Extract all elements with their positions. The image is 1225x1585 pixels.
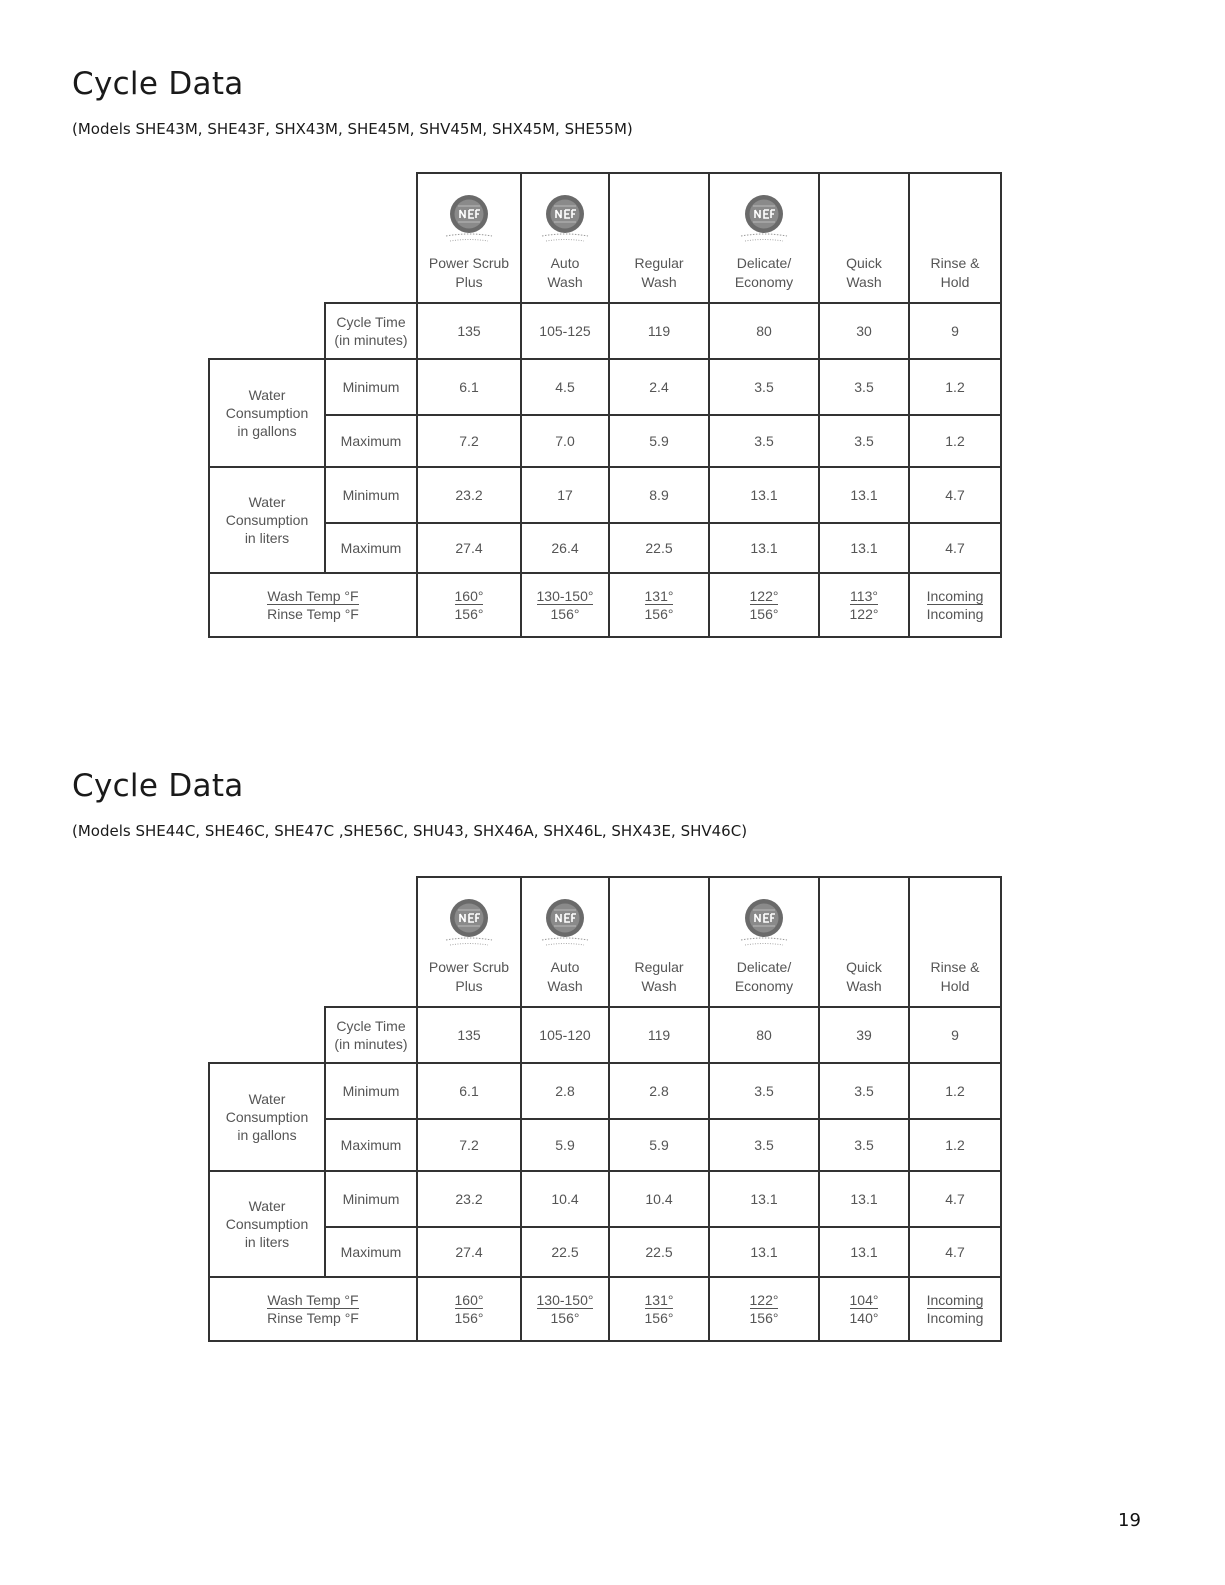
nsf-logo-icon: [733, 896, 795, 954]
header-row: [209, 173, 1001, 303]
gallons-min-cell: 2.8: [521, 1063, 609, 1119]
gallons-min-row: [209, 359, 1001, 415]
column-header: [819, 173, 909, 303]
maximum-label: Maximum: [325, 1227, 417, 1277]
wash-temp-value: 113°: [850, 588, 878, 604]
liters-max-cell: 4.7: [909, 523, 1001, 573]
liters-min-cell: 10.4: [609, 1171, 709, 1227]
column-header-line1: Power Scrub: [428, 959, 510, 975]
cycle-time-cell: 9: [909, 1007, 1001, 1063]
temp-cell: [909, 1277, 1001, 1341]
temp-cell: [709, 573, 819, 637]
column-header-line1: Auto: [550, 255, 580, 271]
cycle-time-cell: 80: [709, 303, 819, 359]
temperature-row: [209, 573, 1001, 637]
section-title: Cycle Data: [72, 768, 244, 804]
gallons-max-cell: 3.5: [819, 1119, 909, 1171]
wash-temp-value: 122°: [749, 1292, 779, 1308]
cycle-time-row: [209, 303, 1001, 359]
rinse-temp-value: Incoming: [926, 606, 984, 622]
wash-temp-label: Wash Temp °F: [267, 588, 359, 604]
liters-max-cell: 13.1: [819, 523, 909, 573]
liters-min-cell: 10.4: [521, 1171, 609, 1227]
column-header: [521, 877, 609, 1007]
nsf-logo-icon: [438, 896, 500, 954]
column-header-line2: Hold: [940, 978, 970, 994]
column-header: [609, 173, 709, 303]
rinse-temp-label: Rinse Temp °F: [267, 1310, 359, 1326]
liters-max-cell: 4.7: [909, 1227, 1001, 1277]
gallons-max-cell: 1.2: [909, 1119, 1001, 1171]
liters-min-cell: 13.1: [709, 1171, 819, 1227]
rinse-temp-value: 156°: [454, 606, 484, 622]
column-header-line2: Wash: [547, 978, 583, 994]
temp-cell: [417, 1277, 521, 1341]
wash-temp-label: Wash Temp °F: [267, 1292, 359, 1308]
nsf-logo-icon: [438, 192, 500, 250]
wash-temp-value: 131°: [644, 1292, 674, 1308]
rinse-temp-value: 156°: [749, 606, 779, 622]
gallons-min-cell: 4.5: [521, 359, 609, 415]
column-header-line2: Hold: [940, 274, 970, 290]
column-header-line1: Regular: [634, 959, 684, 975]
rinse-temp-value: 140°: [849, 1310, 879, 1326]
gallons-min-cell: 1.2: [909, 359, 1001, 415]
header-row: [209, 877, 1001, 1007]
liters-min-cell: 13.1: [819, 467, 909, 523]
wash-temp-value: 130-150°: [536, 588, 594, 604]
liters-min-row: [209, 467, 1001, 523]
gallons-max-cell: 1.2: [909, 415, 1001, 467]
minimum-label: Minimum: [325, 1171, 417, 1227]
page-number: 19: [1118, 1510, 1141, 1531]
gallons-max-cell: 7.2: [417, 415, 521, 467]
temp-cell: [819, 573, 909, 637]
cycle-time-cell: 135: [417, 303, 521, 359]
liters-max-row: [209, 1227, 1001, 1277]
liters-min-cell: 4.7: [909, 467, 1001, 523]
rinse-temp-label: Rinse Temp °F: [267, 606, 359, 622]
wash-temp-value: 131°: [644, 588, 674, 604]
cycle-time-row: [209, 1007, 1001, 1063]
rinse-temp-value: 156°: [550, 606, 580, 622]
column-header-line1: Regular: [634, 255, 684, 271]
cycle-time-cell: 39: [819, 1007, 909, 1063]
gallons-min-cell: 2.4: [609, 359, 709, 415]
cycle-time-cell: 119: [609, 1007, 709, 1063]
rinse-temp-value: 156°: [550, 1310, 580, 1326]
temp-cell: [609, 573, 709, 637]
liters-max-cell: 22.5: [609, 523, 709, 573]
liters-min-cell: 13.1: [709, 467, 819, 523]
maximum-label: Maximum: [325, 415, 417, 467]
liters-max-cell: 13.1: [709, 523, 819, 573]
temp-cell: [417, 573, 521, 637]
temp-cell: [609, 1277, 709, 1341]
minimum-label: Minimum: [325, 1063, 417, 1119]
liters-max-cell: 13.1: [819, 1227, 909, 1277]
gallons-max-cell: 3.5: [819, 415, 909, 467]
column-header: [417, 173, 521, 303]
models-subtitle: (Models SHE44C, SHE46C, SHE47C ,SHE56C, SHU43, SHX46A, SHX46L, SHX43E, SHV46C): [72, 822, 748, 840]
column-header: [709, 877, 819, 1007]
temp-cell: [819, 1277, 909, 1341]
rinse-temp-value: Incoming: [926, 1310, 984, 1326]
wash-temp-value: 104°: [849, 1292, 879, 1308]
temp-cell: [521, 1277, 609, 1341]
wash-temp-value: Incoming: [926, 1292, 984, 1308]
gallons-min-cell: 3.5: [819, 1063, 909, 1119]
gallons-max-cell: 5.9: [521, 1119, 609, 1171]
column-header-line1: Quick: [846, 959, 882, 975]
liters-max-cell: 27.4: [417, 1227, 521, 1277]
wash-temp-value: 122°: [749, 588, 779, 604]
liters-min-cell: 23.2: [417, 1171, 521, 1227]
column-header: [909, 877, 1001, 1007]
gallons-max-cell: 3.5: [709, 1119, 819, 1171]
liters-min-cell: 23.2: [417, 467, 521, 523]
column-header-line1: Quick: [846, 255, 882, 271]
nsf-logo-icon: [733, 192, 795, 250]
minimum-label: Minimum: [325, 359, 417, 415]
gallons-min-row: [209, 1063, 1001, 1119]
column-header-line1: Delicate/: [736, 959, 792, 975]
gallons-min-cell: 3.5: [709, 359, 819, 415]
temperature-label: [209, 1277, 417, 1341]
column-header: [417, 877, 521, 1007]
cycle-time-cell: 30: [819, 303, 909, 359]
liters-group-label: Water Consumption in liters: [209, 1171, 325, 1277]
liters-min-cell: 4.7: [909, 1171, 1001, 1227]
maximum-label: Maximum: [325, 1119, 417, 1171]
cycle-time-label: Cycle Time (in minutes): [325, 303, 417, 359]
column-header-line2: Wash: [846, 978, 882, 994]
column-header: [521, 173, 609, 303]
gallons-max-cell: 5.9: [609, 415, 709, 467]
column-header-line2: Wash: [846, 274, 882, 290]
gallons-min-cell: 3.5: [709, 1063, 819, 1119]
gallons-min-cell: 3.5: [819, 359, 909, 415]
wash-temp-value: 130-150°: [536, 1292, 594, 1308]
liters-max-cell: 22.5: [521, 1227, 609, 1277]
gallons-group-label: Water Consumption in gallons: [209, 1063, 325, 1171]
cycle-data-table: [208, 876, 1002, 1342]
column-header: [819, 877, 909, 1007]
column-header-line2: Wash: [547, 274, 583, 290]
gallons-max-row: [209, 415, 1001, 467]
gallons-group-label: Water Consumption in gallons: [209, 359, 325, 467]
gallons-max-cell: 7.0: [521, 415, 609, 467]
cycle-time-cell: 135: [417, 1007, 521, 1063]
nsf-logo-icon: [534, 896, 596, 954]
temperature-row: [209, 1277, 1001, 1341]
liters-max-cell: 13.1: [709, 1227, 819, 1277]
section-title: Cycle Data: [72, 66, 244, 102]
gallons-min-cell: 6.1: [417, 1063, 521, 1119]
liters-max-cell: 22.5: [609, 1227, 709, 1277]
maximum-label: Maximum: [325, 523, 417, 573]
gallons-max-cell: 3.5: [709, 415, 819, 467]
temp-cell: [709, 1277, 819, 1341]
column-header: [609, 877, 709, 1007]
wash-temp-value: 160°: [454, 588, 484, 604]
cycle-time-cell: 80: [709, 1007, 819, 1063]
rinse-temp-value: 156°: [644, 1310, 674, 1326]
rinse-temp-value: 122°: [849, 606, 879, 622]
liters-min-row: [209, 1171, 1001, 1227]
wash-temp-value: Incoming: [926, 588, 984, 604]
rinse-temp-value: 156°: [644, 606, 674, 622]
temp-cell: [521, 573, 609, 637]
minimum-label: Minimum: [325, 467, 417, 523]
liters-max-row: [209, 523, 1001, 573]
liters-min-cell: 17: [521, 467, 609, 523]
cycle-time-label: Cycle Time (in minutes): [325, 1007, 417, 1063]
column-header-line1: Power Scrub: [428, 255, 510, 271]
wash-temp-value: 160°: [454, 1292, 484, 1308]
column-header-line1: Auto: [550, 959, 580, 975]
rinse-temp-value: 156°: [454, 1310, 484, 1326]
column-header-line2: Plus: [455, 274, 483, 290]
column-header-line2: Economy: [734, 978, 794, 994]
gallons-min-cell: 2.8: [609, 1063, 709, 1119]
liters-min-cell: 13.1: [819, 1171, 909, 1227]
column-header: [909, 173, 1001, 303]
column-header-line2: Economy: [734, 274, 794, 290]
cycle-time-cell: 105-120: [521, 1007, 609, 1063]
column-header-line2: Wash: [641, 274, 677, 290]
column-header-line2: Wash: [641, 978, 677, 994]
column-header-line1: Rinse &: [930, 255, 980, 271]
cycle-time-cell: 119: [609, 303, 709, 359]
gallons-max-cell: 5.9: [609, 1119, 709, 1171]
models-subtitle: (Models SHE43M, SHE43F, SHX43M, SHE45M, SHV45M, SHX45M, SHE55M): [72, 120, 633, 138]
gallons-min-cell: 6.1: [417, 359, 521, 415]
column-header-line1: Delicate/: [736, 255, 792, 271]
liters-group-label: Water Consumption in liters: [209, 467, 325, 573]
rinse-temp-value: 156°: [749, 1310, 779, 1326]
gallons-max-cell: 7.2: [417, 1119, 521, 1171]
liters-min-cell: 8.9: [609, 467, 709, 523]
column-header-line1: Rinse &: [930, 959, 980, 975]
temp-cell: [909, 573, 1001, 637]
column-header: [709, 173, 819, 303]
liters-max-cell: 27.4: [417, 523, 521, 573]
liters-max-cell: 26.4: [521, 523, 609, 573]
nsf-logo-icon: [534, 192, 596, 250]
cycle-time-cell: 9: [909, 303, 1001, 359]
gallons-max-row: [209, 1119, 1001, 1171]
cycle-time-cell: 105-125: [521, 303, 609, 359]
gallons-min-cell: 1.2: [909, 1063, 1001, 1119]
cycle-data-table: [208, 172, 1002, 638]
temperature-label: [209, 573, 417, 637]
column-header-line2: Plus: [455, 978, 483, 994]
